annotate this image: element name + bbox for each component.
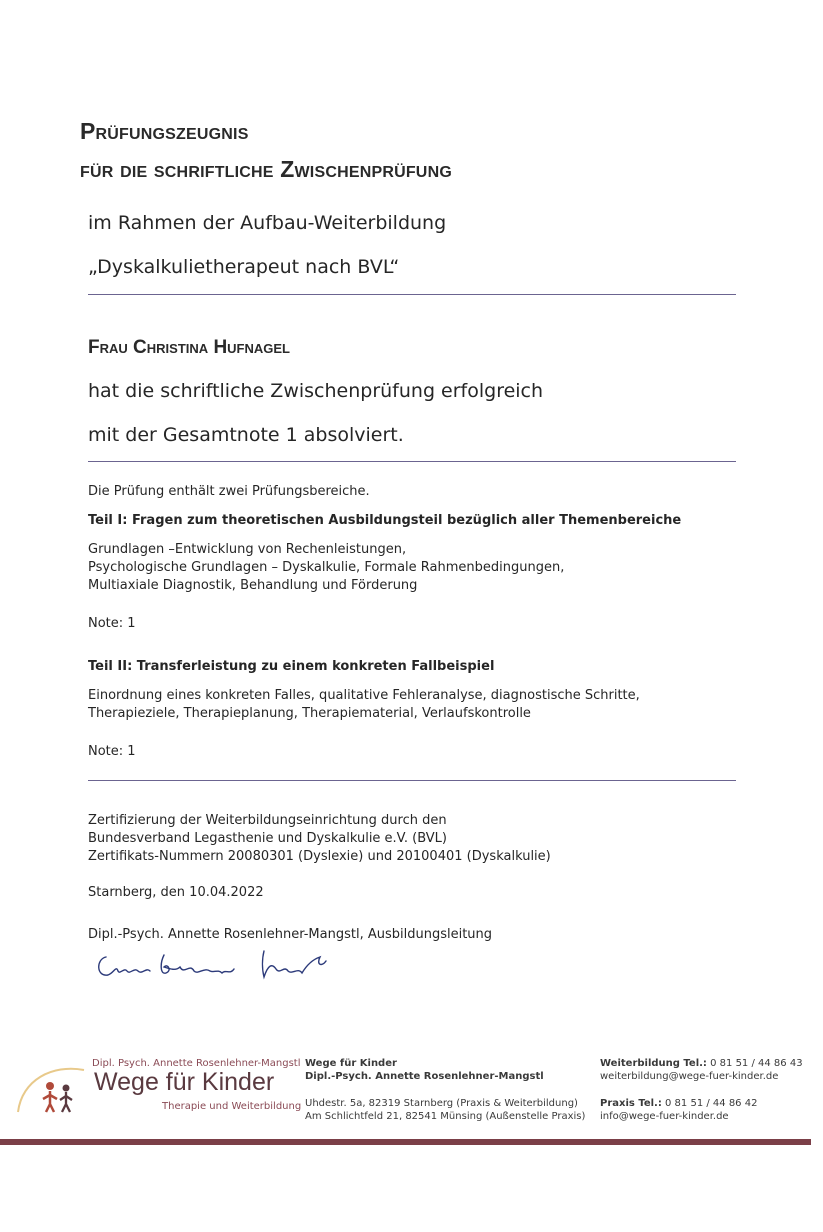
footer-address-1: Uhdestr. 5a, 82319 Starnberg (Praxis & Weiterbildung) [305, 1098, 578, 1109]
certification-line: Zertifikats-Nummern 20080301 (Dyslexie) und 20100401 (Dyskalkulie) [88, 849, 551, 864]
footer-person: Dipl.-Psych. Annette Rosenlehner-Mangstl [305, 1071, 544, 1082]
certification-line: Bundesverband Legasthenie und Dyskalkulie e.V. (BVL) [88, 831, 447, 846]
signatory: Dipl.-Psych. Annette Rosenlehner-Mangstl, Ausbildungsleitung [88, 927, 493, 942]
praxis-phone-label: Praxis Tel.: [600, 1098, 662, 1109]
handwritten-signature [94, 945, 334, 985]
part2-heading: Teil II: Transferleistung zu einem konkreten Fallbeispiel [88, 659, 495, 674]
title-line-1: Prüfungszeugnis [80, 118, 249, 144]
candidate-name: Frau Christina Hufnagel [88, 337, 290, 358]
result-line-1: hat die schriftliche Zwischenprüfung erfolgreich [88, 380, 544, 402]
divider [88, 780, 736, 781]
footer-bar [0, 1139, 811, 1145]
title-line-2: für die schriftliche Zwischenprüfung [80, 156, 452, 182]
footer-org: Wege für Kinder [305, 1058, 397, 1069]
part2-grade: Note: 1 [88, 744, 136, 759]
part1-line: Grundlagen –Entwicklung von Rechenleistungen, [88, 542, 407, 557]
footer-contacts [600, 1057, 803, 1123]
certification-line: Zertifizierung der Weiterbildungseinrichtung durch den [88, 813, 447, 828]
exam-intro: Die Prüfung enthält zwei Prüfungsbereiche. [88, 484, 370, 499]
praxis-email[interactable]: info@wege-fuer-kinder.de [600, 1111, 729, 1122]
logo-sub-text: Therapie und Weiterbildung [162, 1101, 302, 1112]
intro-line-1: im Rahmen der Aufbau-Weiterbildung [88, 212, 447, 234]
footer-address-2: Am Schlichtfeld 21, 82541 Münsing (Außenstelle Praxis) [305, 1111, 586, 1122]
part2-line: Therapieziele, Therapieplanung, Therapiematerial, Verlaufskontrolle [88, 706, 531, 721]
wb-email[interactable]: weiterbildung@wege-fuer-kinder.de [600, 1071, 779, 1082]
footer-address [305, 1057, 585, 1123]
wb-phone-label: Weiterbildung Tel.: [600, 1058, 707, 1069]
praxis-phone[interactable]: 0 81 51 / 44 86 42 [665, 1098, 758, 1109]
part1-heading: Teil I: Fragen zum theoretischen Ausbildungsteil bezüglich aller Themenbereiche [88, 513, 682, 528]
part1-grade: Note: 1 [88, 616, 136, 631]
logo-figures-icon [12, 1060, 90, 1120]
part2-line: Einordnung eines konkreten Falles, qualitative Fehleranalyse, diagnostische Schritte, [88, 688, 640, 703]
result-line-2: mit der Gesamtnote 1 absolviert. [88, 424, 404, 446]
wb-phone[interactable]: 0 81 51 / 44 86 43 [710, 1058, 803, 1069]
logo-top-text: Dipl. Psych. Annette Rosenlehner-Mangstl [92, 1058, 301, 1069]
divider [88, 461, 736, 462]
intro-line-2: „Dyskalkulietherapeut nach BVL“ [88, 256, 400, 278]
wege-fuer-kinder-logo [12, 1050, 302, 1130]
part1-line: Multiaxiale Diagnostik, Behandlung und Förderung [88, 578, 418, 593]
logo-main-text: Wege für Kinder [94, 1068, 275, 1096]
divider [88, 294, 736, 295]
place-date: Starnberg, den 10.04.2022 [88, 885, 264, 900]
part1-line: Psychologische Grundlagen – Dyskalkulie, Formale Rahmenbedingungen, [88, 560, 565, 575]
